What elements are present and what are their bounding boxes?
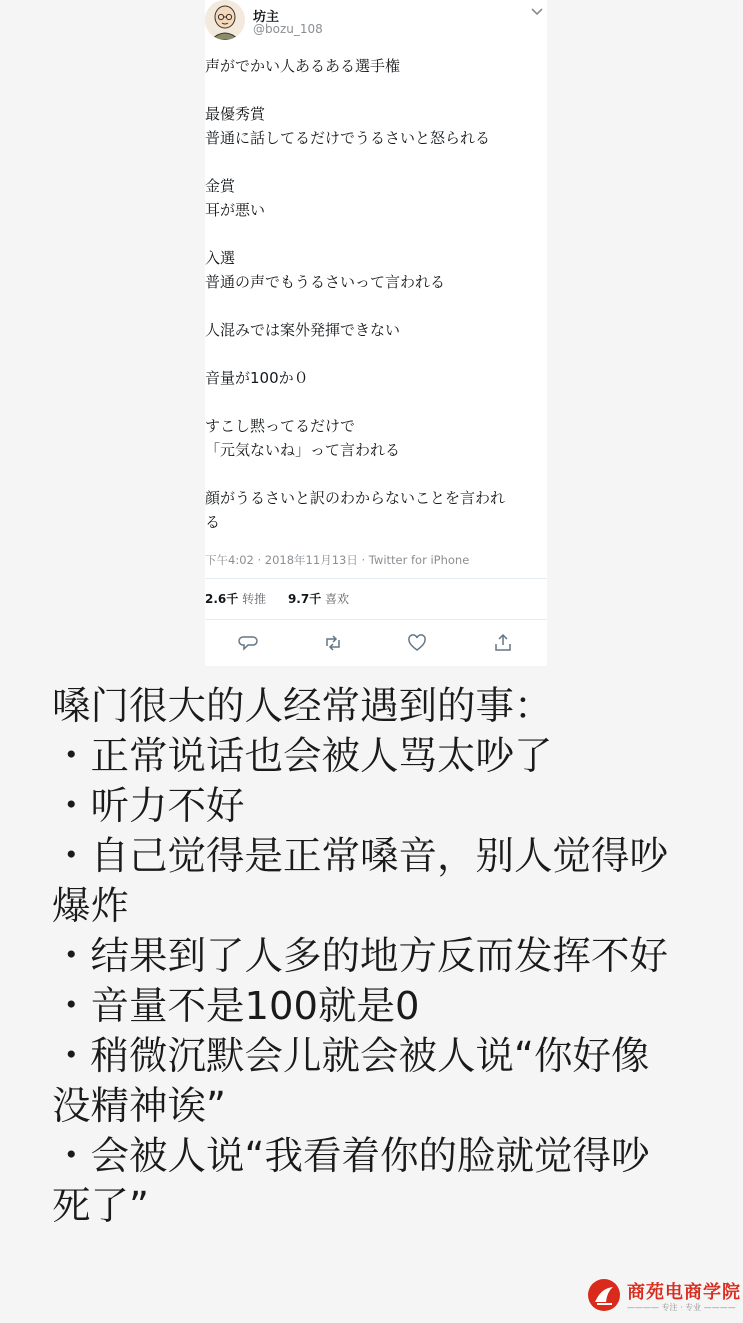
logo-name: 商苑电商学院 [627, 1282, 741, 1303]
retweet-label: 转推 [242, 592, 267, 606]
tweet-line: 「元気ないね」って言われる [205, 441, 401, 459]
caption-line: 嗓门很大的人经常遇到的事： [52, 684, 553, 729]
tweet-actions [205, 620, 547, 666]
tweet-line: 普通に話してるだけでうるさいと怒られる [205, 129, 491, 147]
tweet-paragraph [205, 318, 547, 342]
tweet-line: 最優秀賞 [205, 105, 266, 123]
tweet-text [205, 46, 547, 534]
tweet-paragraph [205, 246, 547, 294]
tweet-paragraph [205, 102, 547, 150]
chinese-caption [52, 682, 724, 1232]
caption-line: ・听力不好 [52, 784, 245, 829]
tweet-line: 声がでかい人あるある選手権 [205, 57, 401, 75]
tweet-header [205, 0, 547, 46]
tweet-paragraph [205, 414, 547, 462]
tweet-line: 普通の声でもうるさいって言われる [205, 273, 446, 291]
tweet-timestamp[interactable]: 下午4:02 · 2018年11月13日 · Twitter for iPhone [205, 546, 547, 579]
like-count: 9.7千 [287, 592, 322, 606]
logo-tagline: ———— 专注 · 专业 ———— [627, 1303, 736, 1312]
tweet-line: 金賞 [205, 177, 236, 195]
monk-avatar-icon [205, 0, 245, 40]
tweet-paragraph [205, 366, 547, 390]
retweet-stat[interactable] [205, 579, 266, 619]
tweet-paragraph [205, 486, 547, 534]
like-label: 喜欢 [325, 592, 350, 606]
tweet-stats [205, 579, 547, 620]
caption-line: 爆炸 [52, 884, 130, 929]
like-stat[interactable] [288, 579, 349, 619]
logo-emblem-icon [587, 1278, 621, 1312]
tweet-line: 耳が悪い [205, 201, 266, 219]
tweet-paragraph [205, 174, 547, 222]
caption-line: ・结果到了人多的地方反而发挥不好 [52, 934, 669, 979]
caption-line: ・音量不是100就是0 [52, 984, 420, 1029]
caption-line: ・稍微沉默会儿就会被人说“你好像 [52, 1034, 650, 1079]
caption-line: 死了” [52, 1184, 149, 1229]
share-icon[interactable] [492, 632, 514, 654]
tweet-line: 人混みでは案外発揮できない [205, 321, 401, 339]
display-name[interactable]: 坊主 [253, 10, 280, 25]
tweet-line: 顔がうるさいと訳のわからないことを言われ [205, 489, 506, 507]
like-icon[interactable] [406, 632, 428, 654]
user-handle[interactable]: @bozu_108 [253, 22, 323, 36]
tweet-card [205, 0, 547, 666]
chevron-down-icon[interactable] [529, 6, 545, 18]
caption-line: ・正常说话也会被人骂太吵了 [52, 734, 553, 779]
caption-line: 没精神诶” [52, 1084, 226, 1129]
retweet-icon[interactable] [322, 632, 344, 654]
avatar[interactable] [205, 0, 245, 40]
caption-line: ・会被人说“我看着你的脸就觉得吵 [52, 1134, 650, 1179]
retweet-count: 2.6千 [205, 592, 239, 606]
tweet-line: る [205, 513, 221, 531]
tweet-line: すこし黙ってるだけで [205, 417, 356, 435]
tweet-line: 音量が100か０ [205, 369, 309, 387]
tweet-paragraph [205, 54, 547, 78]
reply-icon[interactable] [237, 632, 259, 654]
caption-line: ・自己觉得是正常嗓音，别人觉得吵 [52, 834, 669, 879]
watermark-logo [587, 1276, 741, 1316]
tweet-line: 入選 [205, 249, 236, 267]
